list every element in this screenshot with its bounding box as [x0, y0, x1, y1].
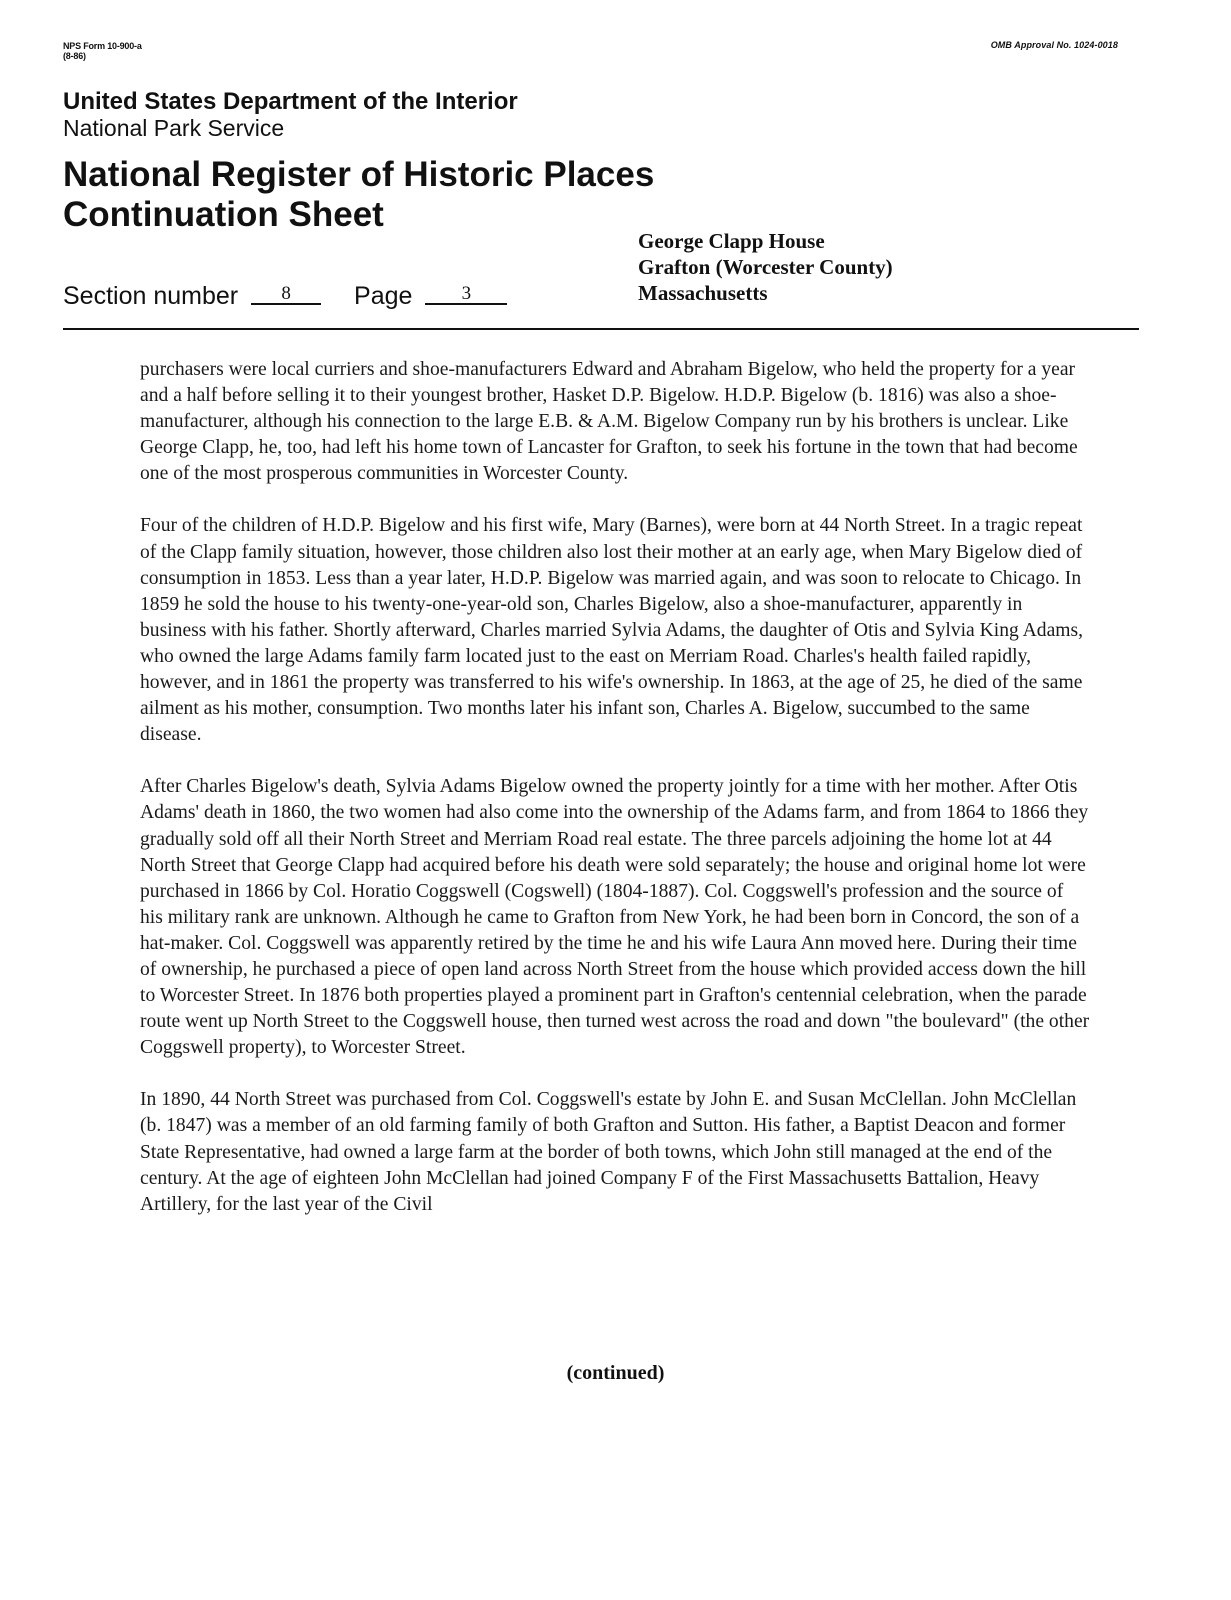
- paragraph: purchasers were local curriers and shoe-manufacturers Edward and Abraham Bigelow, who held the property for a year and a half before selling it to their youngest brother, Hasket D.P. Bigelow. H.D.P. Bigelow (b. 1816) was also a shoe-manufacturer, although his connection to the large E.B. & A.M. Bigelow Company run by his brothers is unclear. Like George Clapp, he, too, had left his home town of Lancaster for Grafton, to seek his fortune in the town that had become one of the most prosperous communities in Worcester County.: [140, 359, 1078, 485]
- property-state: Massachusetts: [638, 281, 768, 305]
- body-text: [140, 357, 1090, 1244]
- form-number: NPS Form 10-900-a: [63, 41, 142, 51]
- document-title: [63, 155, 654, 235]
- form-identifier: [63, 41, 142, 61]
- department-name: United States Department of the Interior: [63, 88, 518, 115]
- paragraph: In 1890, 44 North Street was purchased from Col. Coggswell's estate by John E. and Susan McClellan. John McClellan (b. 1847) was a member of an old farming family of both Grafton and Sutton. His father, a Baptist Deacon and former State Representative, had owned a large farm at the border of both towns, which John still managed at the end of the century. At the age of eighteen John McClellan had joined Company F of the First Massachusetts Battalion, Heavy Artillery, for the last year of the Civil: [140, 1089, 1077, 1215]
- paragraph: Four of the children of H.D.P. Bigelow and his first wife, Mary (Barnes), were born at 44 North Street. In a tragic repeat of the Clapp family situation, however, those children also lost their mother at an early age, when Mary Bigelow died of consumption in 1853. Less than a year later, H.D.P. Bigelow was married again, and was soon to relocate to Chicago. In 1859 he sold the house to his twenty-one-year-old son, Charles Bigelow, also a shoe-manufacturer, apparently in business with his father. Shortly afterward, Charles married Sylvia Adams, the daughter of Otis and Sylvia King Adams, who owned the large Adams family farm located just to the east on Merriam Road. Charles's health failed rapidly, however, and in 1861 the property was transferred to his wife's ownership. In 1863, at the age of 25, he died of the same ailment as his mother, consumption. Two months later his infant son, Charles A. Bigelow, succumbed to the same disease.: [140, 515, 1084, 746]
- property-location: Grafton (Worcester County): [638, 255, 893, 279]
- agency-block: [63, 88, 518, 142]
- header-divider: [63, 328, 1139, 330]
- title-line-2: Continuation Sheet: [63, 195, 384, 234]
- omb-approval-number: OMB Approval No. 1024-0018: [990, 40, 1118, 50]
- continued-note: (continued): [566, 1362, 665, 1384]
- property-name: George Clapp House: [638, 229, 825, 253]
- form-date: (8-86): [63, 51, 86, 61]
- page-number-value: 3: [425, 285, 507, 305]
- page-label: Page: [354, 282, 413, 310]
- agency-name: National Park Service: [63, 115, 285, 141]
- section-number-value: 8: [251, 285, 321, 305]
- property-info: [638, 228, 893, 306]
- section-number-label: Section number: [63, 282, 239, 310]
- title-line-1: National Register of Historic Places: [63, 155, 655, 194]
- section-page-row: [63, 282, 507, 312]
- paragraph: After Charles Bigelow's death, Sylvia Adams Bigelow owned the property jointly for a time with her mother. After Otis Adams' death in 1860, the two women had also come into the ownership of the Adams farm, and from 1864 to 1866 they gradually sold off all their North Street and Merriam Road real estate. The three parcels adjoining the home lot at 44 North Street that George Clapp had acquired before his death were sold separately; the house and original home lot were purchased in 1866 by Col. Horatio Coggswell (Cogswell) (1804-1887). Col. Coggswell's profession and the source of his military rank are unknown. Although he came to Grafton from New York, he had been born in Concord, the son of a hat-maker. Col. Coggswell was apparently retired by the time he and his wife Laura Ann moved here. During their time of ownership, he purchased a piece of open land across North Street from the house which provided access down the hill to Worcester Street. In 1876 both properties played a prominent part in Grafton's centennial celebration, when the parade route went up North Street to the Coggswell house, then turned west across the road and down "the boulevard" (the other Coggswell property), to Worcester Street.: [140, 776, 1090, 1059]
